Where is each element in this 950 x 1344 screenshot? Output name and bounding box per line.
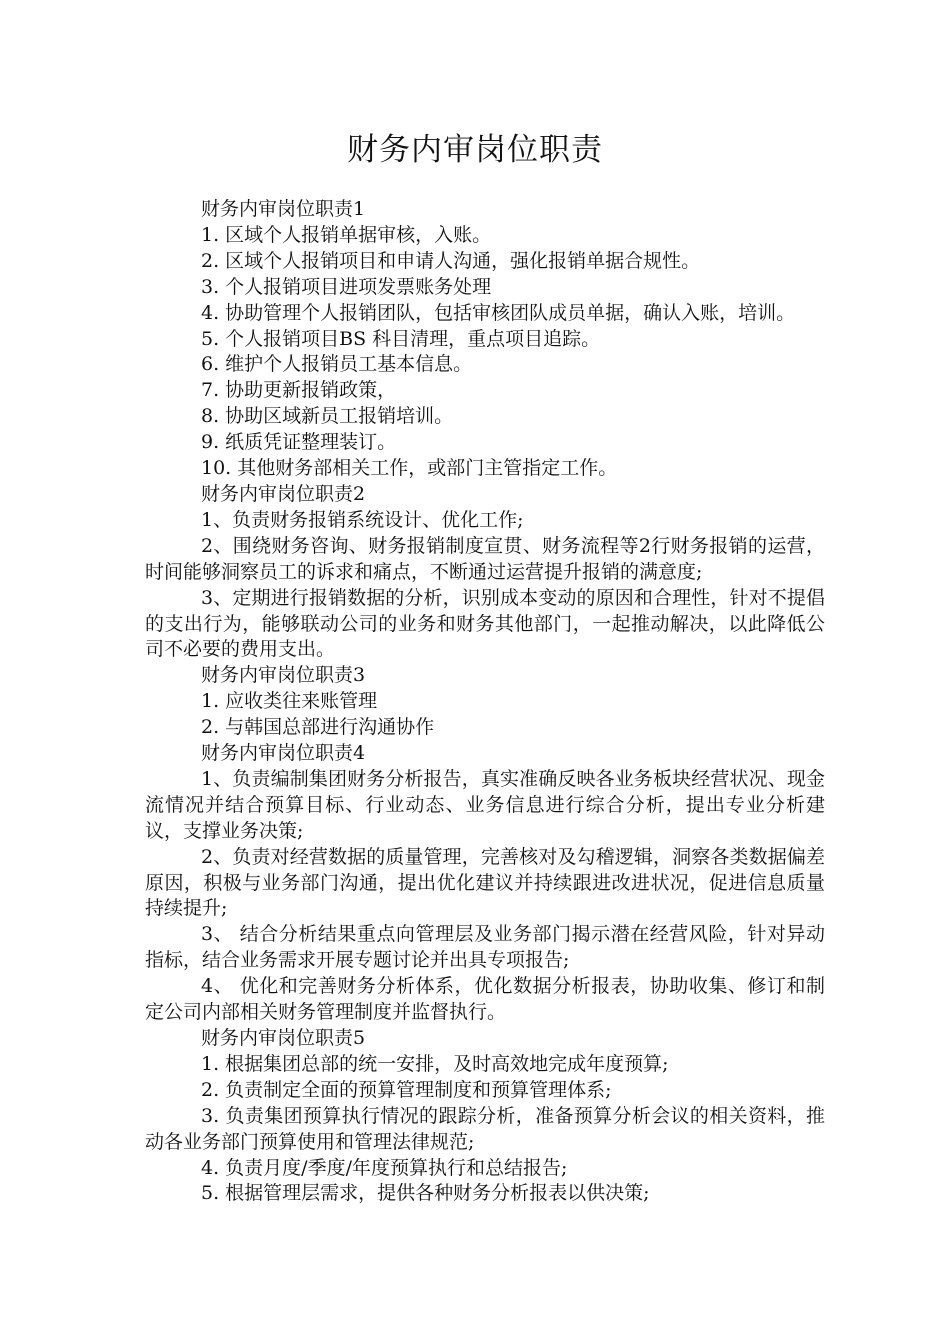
list-item: 3、 结合分析结果重点向管理层及业务部门揭示潜在经营风险，针对异动指标，结合业务需求开展专题讨论并出具专项报告; (145, 923, 825, 972)
list-item: 9. 纸质凭证整理装订。 (201, 431, 397, 454)
list-item: 10. 其他财务部相关工作，或部门主管指定工作。 (201, 457, 618, 480)
list-item: 3. 负责集团预算执行情况的跟踪分析，准备预算分析会议的相关资料，推动各业务部门预算使用和管理法律规范; (145, 1104, 825, 1153)
list-item: 1、负责财务报销系统设计、优化工作; (201, 508, 524, 531)
list-item: 5. 根据管理层需求，提供各种财务分析报表以供决策; (201, 1182, 650, 1205)
list-item: 1. 应收类往来账管理 (201, 690, 378, 713)
list-item: 3. 个人报销项目进项发票账务处理 (201, 275, 492, 298)
list-item: 6. 维护个人报销员工基本信息。 (201, 353, 473, 376)
list-item: 2、围绕财务咨询、财务报销制度宣贯、财务流程等2行财务报销的运营，时间能够洞察员工的诉求和痛点，不断通过运营提升报销的满意度; (145, 534, 825, 583)
list-item: 4. 协助管理个人报销团队，包括审核团队成员单据，确认入账，培训。 (201, 301, 796, 324)
list-item: 7. 协助更新报销政策， (201, 379, 397, 402)
section-heading: 财务内审岗位职责5 (201, 1027, 366, 1049)
list-item: 8. 协助区域新员工报销培训。 (201, 405, 454, 428)
list-item: 2. 区域个人报销项目和申请人沟通，强化报销单据合规性。 (201, 249, 701, 272)
list-item: 3、定期进行报销数据的分析，识别成本变动的原因和合理性，针对不提倡的支出行为，能够联动公司的业务和财务其他部门，一起推动解决，以此降低公司不必要的费用支出。 (145, 586, 825, 661)
list-item: 2、负责对经营数据的质量管理，完善核对及勾稽逻辑，洞察各类数据偏差原因，积极与业务部门沟通，提出优化建议并持续跟进改进状况，促进信息质量持续提升; (145, 845, 825, 920)
list-item: 5. 个人报销项目BS 科目清理，重点项目追踪。 (201, 327, 601, 350)
list-item: 2. 与韩国总部进行沟通协作 (201, 716, 435, 739)
list-item: 2. 负责制定全面的预算管理制度和预算管理体系; (201, 1078, 612, 1101)
section-heading: 财务内审岗位职责1 (201, 198, 366, 220)
section-heading: 财务内审岗位职责4 (201, 742, 366, 765)
section-heading: 财务内审岗位职责3 (201, 664, 366, 687)
list-item: 1. 区域个人报销单据审核，入账。 (201, 223, 492, 246)
document-title: 财务内审岗位职责 (347, 132, 603, 168)
list-item: 1、负责编制集团财务分析报告，真实准确反映各业务板块经营状况、现金流情况并结合预算目标、行业动态、业务信息进行综合分析，提出专业分析建议，支撑业务决策; (145, 767, 825, 842)
list-item: 1. 根据集团总部的统一安排，及时高效地完成年度预算; (201, 1052, 669, 1075)
list-item: 4、 优化和完善财务分析体系，优化数据分析报表，协助收集、修订和制定公司内部相关财务管理制度并监督执行。 (145, 975, 825, 1024)
section-heading: 财务内审岗位职责2 (201, 482, 366, 505)
document-body (145, 197, 825, 1207)
list-item: 4. 负责月度/季度/年度预算执行和总结报告; (201, 1156, 568, 1179)
